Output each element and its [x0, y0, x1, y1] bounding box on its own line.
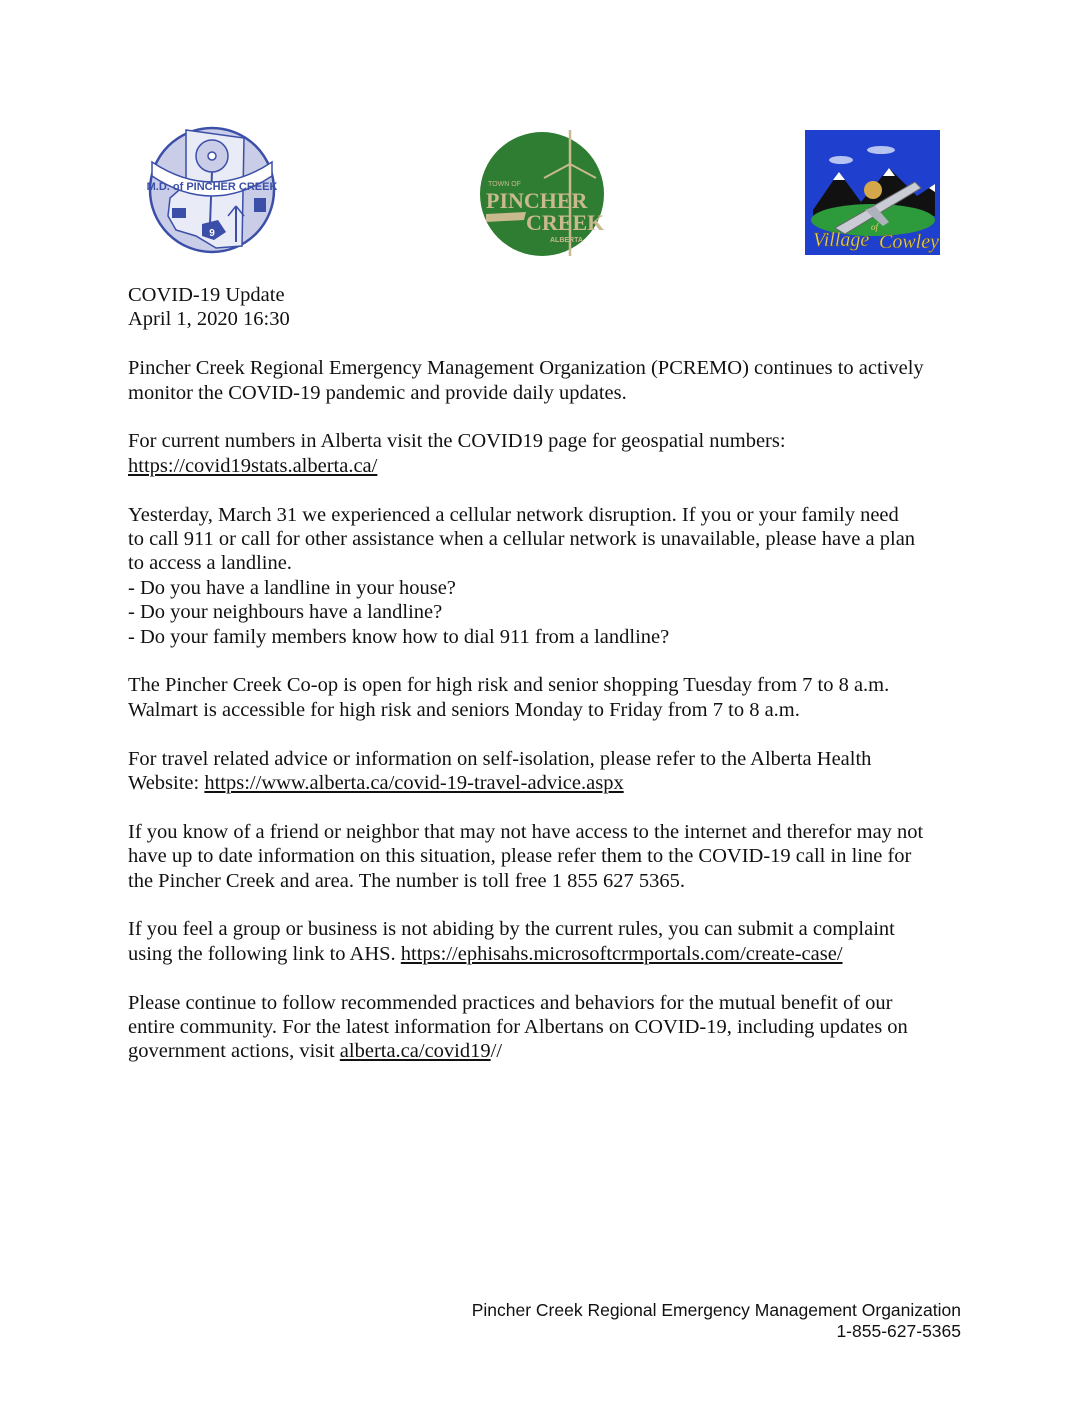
closing-line: entire community. For the latest information for Albertans on COVID-19, including updates on	[128, 1016, 908, 1039]
question-item: - Do your neighbours have a landline?	[128, 601, 443, 624]
cowley-text: Cowley	[879, 231, 939, 253]
coop-hours: The Pincher Creek Co-op is open for high risk and senior shopping Tuesday from 7 to 8 a.m.	[128, 674, 890, 697]
numbers-paragraph	[128, 429, 968, 478]
question-item: - Do you have a landline in your house?	[128, 576, 456, 599]
header-block	[128, 283, 968, 332]
complaint-prefix: using the following link to AHS.	[128, 942, 401, 965]
village-cowley-logo	[805, 130, 940, 255]
of-text: of	[871, 222, 879, 232]
callin-line: If you know of a friend or neighbor that may not have access to the internet and therefor may not	[128, 820, 924, 843]
town-pincher-creek-logo	[478, 126, 610, 258]
closing-paragraph	[128, 991, 968, 1064]
document-body	[128, 283, 968, 1064]
travel-advice-link[interactable]: https://www.alberta.ca/covid-19-travel-advice.aspx	[204, 772, 624, 795]
question-item: - Do your family members know how to dial 911 from a landline?	[128, 625, 670, 648]
network-line: Yesterday, March 31 we experienced a cellular network disruption. If you or your family need	[128, 503, 899, 526]
ahs-complaint-link[interactable]: https://ephisahs.microsoftcrmportals.com/create-case/	[400, 942, 843, 965]
md-pincher-creek-logo	[146, 124, 278, 256]
intro-line: monitor the COVID-19 pandemic and provide daily updates.	[128, 381, 627, 404]
travel-paragraph	[128, 747, 968, 796]
pincher-text: PINCHER	[486, 188, 588, 213]
callin-line: the Pincher Creek and area. The number is toll free 1 855 627 5365.	[128, 869, 685, 892]
intro-paragraph	[128, 356, 968, 405]
pilot-icon	[864, 181, 882, 199]
oil-rig-icon	[254, 198, 266, 212]
cattle-icon	[172, 208, 186, 218]
closing-suffix: //	[490, 1040, 503, 1063]
md-logo-text: M.D. of PINCHER CREEK	[146, 181, 278, 193]
shopping-paragraph	[128, 673, 968, 722]
alberta-covid19-link[interactable]: alberta.ca/covid19	[339, 1040, 491, 1063]
network-line: to access a landline.	[128, 552, 292, 575]
closing-line: Please continue to follow recommended practices and behaviors for the mutual benefit of our	[128, 991, 893, 1014]
town-of-text: TOWN OF	[488, 181, 521, 188]
travel-line: For travel related advice or information on self-isolation, please refer to the Alberta Health	[128, 747, 872, 770]
footer-org: Pincher Creek Regional Emergency Management Organization	[471, 1300, 961, 1320]
network-paragraph	[128, 503, 968, 649]
village-text: Village	[813, 229, 870, 251]
md-number: 9	[209, 228, 215, 239]
footer-phone: 1-855-627-5365	[836, 1321, 961, 1341]
covid19stats-link[interactable]: https://covid19stats.alberta.ca/	[128, 454, 378, 477]
network-line: to call 911 or call for other assistance when a cellular network is unavailable, please have a plan	[128, 528, 916, 551]
callin-line: have up to date information on this situation, please refer them to the COVID-19 call in line for	[128, 845, 912, 868]
complaint-line: If you feel a group or business is not abiding by the current rules, you can submit a complaint	[128, 918, 895, 941]
closing-prefix: government actions, visit	[128, 1040, 340, 1063]
callin-paragraph	[128, 820, 968, 893]
creek-text: CREEK	[526, 210, 605, 235]
intro-line: Pincher Creek Regional Emergency Management Organization (PCREMO) continues to actively	[128, 357, 924, 380]
document-date: April 1, 2020 16:30	[128, 308, 290, 331]
document-title: COVID-19 Update	[128, 284, 285, 306]
travel-prefix: Website:	[128, 772, 205, 795]
numbers-text: For current numbers in Alberta visit the COVID19 page for geospatial numbers:	[128, 430, 786, 453]
complaint-paragraph	[128, 917, 968, 966]
alberta-text: ALBERTA	[550, 237, 583, 244]
footer	[472, 1300, 961, 1342]
walmart-hours: Walmart is accessible for high risk and seniors Monday to Friday from 7 to 8 a.m.	[128, 698, 800, 721]
